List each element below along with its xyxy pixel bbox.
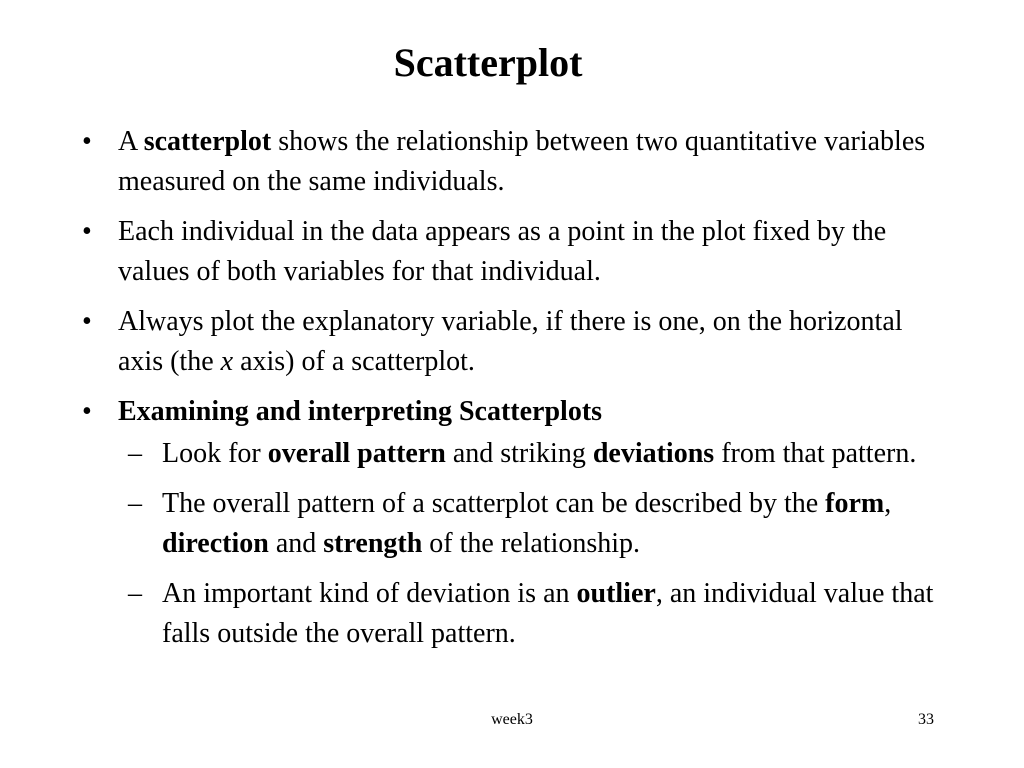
sub-bullet-text: The overall pattern of a scatterplot can be described by the: [162, 488, 826, 519]
bullet-text: A: [118, 126, 144, 157]
sub-bullet-marker: –: [128, 578, 142, 609]
sub-bullet-text: Look for: [162, 438, 268, 469]
bullet-list: [82, 122, 938, 664]
sub-bullet-form-direction-strength: [128, 484, 938, 564]
bullet-text: Always plot the explanatory variable, if there is one, on the horizontal axis (the: [118, 306, 903, 377]
bullet-heading: Examining and interpreting Scatterplots: [118, 396, 603, 427]
sub-bullet-marker: –: [128, 438, 142, 469]
bullet-text: shows the relationship between two quantitative variables measured on the same individuals.: [118, 126, 926, 197]
bullet-item-each-individual: [82, 212, 938, 292]
bold-term-outlier: outlier: [576, 578, 656, 609]
bold-term-form: form: [825, 488, 885, 519]
sub-bullet-text: , an individual value that falls outside the overall pattern.: [162, 578, 934, 649]
bullet-item-scatterplot-definition: [82, 122, 938, 202]
bold-term-strength: strength: [323, 528, 423, 559]
sub-bullet-text: and: [268, 528, 324, 559]
footer-week-label: week3: [491, 711, 533, 728]
sub-bullet-text: and striking: [445, 438, 593, 469]
bold-term-direction: direction: [162, 528, 269, 559]
sub-bullet-text: An important kind of deviation is an: [162, 578, 577, 609]
sub-bullet-text: from that pattern.: [714, 438, 917, 469]
sub-bullet-text: of the relationship.: [422, 528, 641, 559]
italic-term-x: x: [220, 346, 234, 377]
bullet-item-explanatory-variable: [82, 302, 938, 382]
bold-term-scatterplot: scatterplot: [143, 126, 272, 157]
sub-bullet-overall-pattern: [128, 434, 938, 474]
bullet-item-examining-interpreting: [82, 392, 938, 654]
sub-bullet-text: ,: [884, 488, 892, 519]
bold-term-deviations: deviations: [592, 438, 715, 469]
sub-bullet-outlier: [128, 574, 938, 654]
sub-bullet-list: [118, 434, 938, 654]
bullet-text: axis) of a scatterplot.: [233, 346, 475, 377]
slide-title: Scatterplot: [393, 40, 583, 85]
bullet-marker: •: [82, 306, 92, 337]
bullet-marker: •: [82, 396, 92, 427]
sub-bullet-marker: –: [128, 488, 142, 519]
slide-number: 33: [918, 711, 934, 728]
bold-term-overall-pattern: overall pattern: [267, 438, 446, 469]
bullet-marker: •: [82, 216, 92, 247]
bullet-text: Each individual in the data appears as a point in the plot fixed by the values of both variables for that individual.: [118, 216, 887, 287]
bullet-marker: •: [82, 126, 92, 157]
